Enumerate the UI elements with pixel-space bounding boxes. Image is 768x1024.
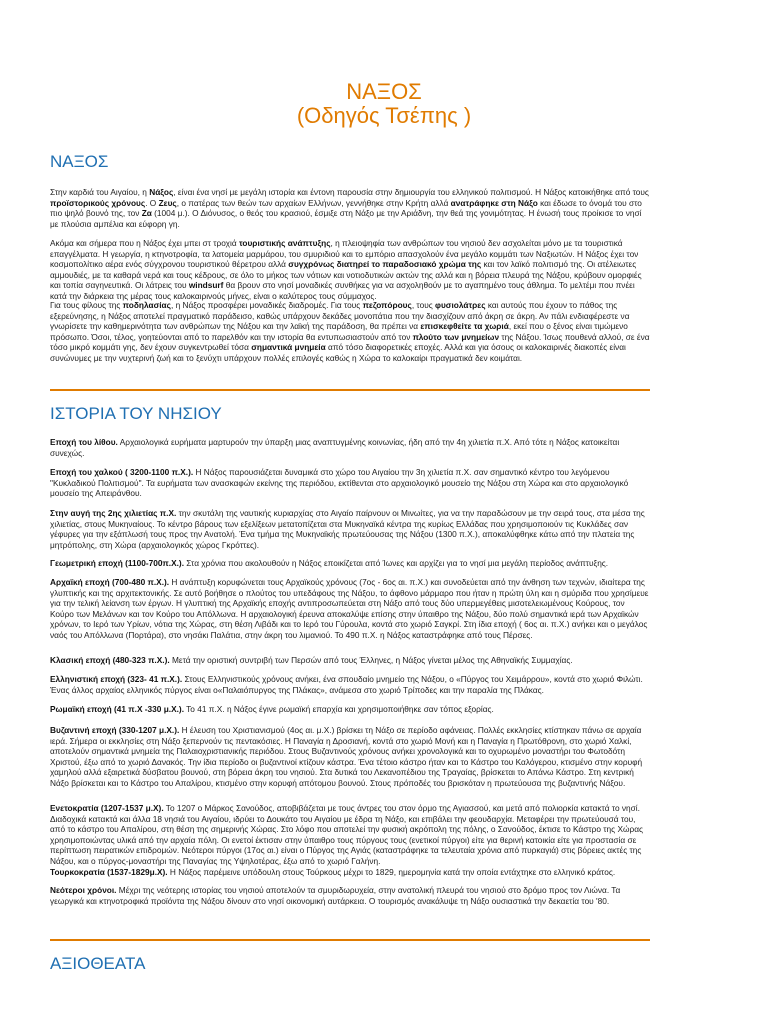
bold-phrase: Στην αυγή της 2ης χιλιετίας π.Χ. bbox=[50, 508, 177, 518]
history-paragraph-bronze-age bbox=[50, 467, 650, 499]
bold-phrase: Κλασική εποχή (480-323 π.Χ.). bbox=[50, 655, 170, 665]
bold-phrase: windsurf bbox=[188, 280, 224, 291]
text-run: Μετά την οριστική συντριβή των Περσών από τους Έλληνες, η Νάξος γίνεται μέλος της Αθηναϊκής Συμμαχίας. bbox=[169, 655, 573, 665]
section-heading-sights: ΑΞΙΟΘΕΑΤΑ bbox=[50, 954, 146, 973]
text-run: , η Νάξος προσφέρει μοναδικές διαδρομές. Για τους bbox=[170, 300, 363, 310]
text-run: της Νάξου. Ίσως πουθενά αλλού, σε ένα τόσο μικρό κομμάτι γης, δεν έχουν συγκεντρωθεί τόσα bbox=[50, 331, 650, 353]
text-run: , τους bbox=[411, 300, 436, 310]
intro-paragraph-2 bbox=[50, 238, 650, 302]
section-heading-history: ΙΣΤΟΡΙΑ ΤΟΥ ΝΗΣΙΟΥ bbox=[50, 404, 222, 423]
history-paragraph-modern bbox=[50, 885, 650, 906]
text-run: Η έλευση του Χριστιανισμού (4ος αι. μ.Χ.) βρίσκει τη Νάξο σε περίοδο αφάνειας. Πολλές εκκλησίες κτίστηκαν πάνω σε αρχαία ιερά. Σήμερα οι εκκλησίες στη Νάξο ξεπερνούν τις πεντακόσιες. Η Παναγία η Δροσιανή, κοντά στο χωριό Μονή και η Παναγία η Πρωτόθρονη, στο χωριό Χαλκί, αποτελούν σημαντικά μνημεία της Παλαιοχριστιανικής περιόδου. Στους Βυζαντινούς χρόνους ανήκει χρονολογικά και το οχυρωμένο μοναστήρι του Φωτοδότη Χριστού, έξω από το χωριό Δανακός. Την ίδια περίοδο οι βυζαντινοί κτίζουν κάστρα. Ένα τέτοιο κάστρο ήταν και το Κάστρο του Καλόγερου, κτισμένο στην κορυφή χαμηλού αλλά εξαιρετικά δύσβατου βουνού, στη βόρεια άκρη του νησιού. Στα δυτικά του Λεκανοπέδιου της Τραγαίας, βρίσκεται το Απάνω Κάστρο. Στη κεντρική Νάξο βρίσκεται και το Κάστρο του Απαλίρου, κτισμένο στην κορυφή απότομου βουνού. Στους πρόποδές του βρισκόταν η πρωτεύουσα της βυζαντινής Νάξου. bbox=[50, 725, 643, 788]
text-run: Στους Ελληνιστικούς χρόνους ανήκει, ένα σπουδαίο μνημείο της Νάξου, ο «Πύργος του Χειμάρρου», κοντά στο χωριό Φιλώτι. Ένας άλλος αρχαίος ελληνικός πύργος είναι ο«Παλαιόπυργος της Πλάκας», ανάμεσα στο χωριό Τρίποδες και την παραλία της Πλάκας. bbox=[50, 674, 643, 695]
history-paragraph-hellenistic bbox=[50, 674, 650, 695]
text-run: Η ανάπτυξη κορυφώνεται τους Αρχαϊκούς χρόνους (7ος - 6ος αι. π.Χ.) και συνοδεύεται από την άνθηση των τεχνών, ιδιαίτερα της γλυπτικής και της αρχιτεκτονικής. Σε αυτό βοήθησε ο πλούτος του υπεδάφους της Νάξου, το άφθονο μάρμαρο που ήταν η πρώτη ύλη και η σμύριδα που χρησίμευε για την τελική λείανση των έργων. Η γλυπτική της Αρχαϊκής εποχής αντιπροσωπεύεται στη Νάξο από τους δύο υπερμεγέθεις μισοτελειωμένους Κούρους, τον Κούρο των Μελάνων και τον Κούρο του Απόλλωνα. Η αρχαιολογική έρευνα αποκαλύψε επίσης στην ύπαιθρο της Νάξου, δύο πολύ σημαντικά ιερά των Αρχαϊκών χρόνων, το Ιερό των Υρίων, νότια της Χώρας, στη θέση Λιβάδι και το Ιερό του Γύρουλα, κοντά στο χωριό Σαγκρί. Στη ίδια εποχή ( 6ος αι. π.Χ.) ανήκει και ο μεγάλος ναός του Απόλλωνα (Πορτάρα), στο νησάκι Παλάτια, στην άκρη του λιμανιού. Το 490 π.Χ. η Νάξος καταστράφηκε από τους Πέρσες. bbox=[50, 577, 649, 640]
bold-phrase: πεζοπόρους bbox=[362, 300, 412, 310]
bold-phrase: ανατράφηκε στη Νάξο bbox=[450, 197, 538, 208]
bold-phrase: Νάξος bbox=[149, 187, 174, 197]
text-run: , ο πατέρας των θεών των αρχαίων Ελλήνων, γεννήθηκε στην Κρήτη αλλά bbox=[176, 197, 451, 208]
history-paragraph-classical bbox=[50, 655, 650, 666]
bold-phrase: Αρχαϊκή εποχή (700-480 π.Χ.). bbox=[50, 577, 170, 587]
text-run: και έδωσε το όνομά του στο πιο ψηλό βουνό της, τον bbox=[50, 197, 642, 219]
text-run: , η πλειοψηφία των ανθρώπων του νησιού δεν ασχολείται μόνο με τα τουριστικά επαγγέλματα. Η γεωργία, η κτηνοτροφία, τα λατομεία μαρμάρου, του σμυριδιού και το εμπόριο απασχολούν ένα μεγάλο κομμάτι των Ναξιωτών. Η Νάξος έχει τον κοσμοπολίτικο αέρα ενός σύγχρονου τουριστικού θέρετρου αλλά bbox=[50, 238, 639, 270]
history-paragraph-byzantine bbox=[50, 725, 650, 789]
document-title bbox=[0, 80, 768, 128]
section-divider-2 bbox=[50, 939, 650, 941]
text-run: , εκεί που ο ξένος είναι τιμώμενο πρόσωπο. Όσοι, τέλος, γοητεύονται από το παρελθόν και την ιστορία θα εντυπωσιαστούν από τον bbox=[50, 321, 628, 342]
bold-phrase: Γεωμετρική εποχή (1100-700π.Χ.). bbox=[50, 558, 184, 568]
bold-phrase: σημαντικά μνημεία bbox=[251, 342, 326, 353]
bold-phrase: Ελληνιστική εποχή (323- 41 π.Χ.). bbox=[50, 674, 183, 684]
text-run: Η Νάξος παρέμεινε υπόδουλη στους Τούρκους μέχρι το 1829, ημερομηνία κατά την οποία εντάχτηκε στο ελληνικό κράτος. bbox=[167, 867, 616, 877]
text-run: και αυτούς που έχουν το πάθος της εξερεύνησης, η Νάξος αποτελεί πραγματικό παράδεισο, καθώς υπάρχουν δεκάδες μονοπάτια που την διασχίζουν από άκρη σε άκρη. Αν πάλι ενδιαφέρεστε να γνωρίσετε την καθημερινότητα των ανθρώπων της Νάξου και την λαϊκή της παράδοση, θα πρέπει να bbox=[50, 300, 630, 332]
text-run: Το 41 π.Χ. η Νάξος έγινε ρωμαϊκή επαρχία και χρησιμοποιήθηκε σαν τόπος εξορίας. bbox=[184, 704, 494, 714]
bold-phrase: Τουρκοκρατία (1537-1829μ.Χ). bbox=[50, 867, 168, 877]
bold-phrase: Ζα bbox=[141, 208, 152, 219]
history-paragraph-archaic bbox=[50, 577, 650, 641]
history-paragraph-venetian bbox=[50, 803, 650, 867]
history-paragraph-second-millennium bbox=[50, 508, 650, 550]
bold-phrase: Ρωμαϊκή εποχή (41 π.Χ -330 μ.Χ.). bbox=[50, 704, 184, 714]
title-line-1: ΝΑΞΟΣ bbox=[346, 79, 422, 104]
bold-phrase: τουριστικής ανάπτυξης bbox=[238, 238, 331, 248]
bold-phrase: Ενετοκρατία (1207-1537 μ.Χ). bbox=[50, 803, 164, 813]
history-paragraph-geometric bbox=[50, 558, 650, 569]
bold-phrase: Νεότεροι χρόνοι. bbox=[50, 885, 117, 895]
bold-phrase: Ζευς bbox=[158, 197, 177, 208]
text-run: Για τους φίλους της bbox=[50, 300, 123, 310]
bold-phrase: προϊστορικούς χρόνους bbox=[50, 197, 146, 208]
intro-paragraph-3 bbox=[50, 300, 650, 364]
text-run: . Ο bbox=[145, 197, 159, 208]
text-run: Μέχρι της νεότερης ιστορίας του νησιού αποτελούν τα σμυριδωρυχεία, στην ανατολική πλευρά του νησιού στο δρόμο προς τον Λιώνα. Τα γεωργικά και κτηνοτροφικά προϊόντα της Νάξου δίνουν στο νησί οικονομική αυτάρκεια. Ο τουρισμός ανακάλυψε τη Νάξο ουσιαστικά την δεκαετία του '80. bbox=[50, 885, 621, 906]
bold-phrase: συγχρόνως διατηρεί το παραδοσιακό χρώμα της bbox=[288, 259, 482, 270]
text-run: Η Νάξος παρουσιάζεται δυναμικά στο χώρο του Αιγαίου την 3η χιλιετία π.Χ. σαν σημαντικό κέντρο του λεγόμενου "Κυκλαδικού Πολιτισμού". Τα ευρήματα των ανασκαφών εκείνης της περιόδου, εκτίθενται στο αρχαιολογικό μουσείο της Νάξου στη Χώρα και στο αρχαιολογικό μουσείο της Απειράνθου. bbox=[50, 467, 629, 499]
text-run: Στην καρδιά του Αιγαίου, η bbox=[50, 187, 150, 197]
text-run: Το 1207 ο Μάρκος Σανούδος, αποβιβάζεται με τους άντρες του στον όρμο της Αγιασσού, και μετά από πολιορκία κατακτά το νησί. Διαδοχικά κατακτά και άλλα 18 νησιά του Αιγαίου, ιδρύει το Δουκάτο του Αιγαίου με έδρα τη Νάξο, και επιβάλει την φεουδαρχία. Μεταφέρει την πρωτεύουσά του, από το κάστρο του Απαλίρου, στη θέση της σημερινής Χώρας. Στο λόφο που αποτελεί την φυσική ακρόπολη της πόλης, ο Σανούδος, έκτισε το Κάστρο της Χώρας χρησιμοποιώντας υλικά από την αρχαία πόλη. Οι ενετοί έκτισαν στην ύπαιθρο τους πύργους τους (ενετικοί πύργοι) είτε για θερινή κατοικία είτε για προστασία σε περίπτωση πειρατικών επιδρομών. Νεότεροι πύργοι (17ος αι.) είναι ο Πύργος της Αγιάς (καταστράφηκε τα τελευταία χρόνια από πυρκαγιά) στις βόρειες ακτές της Νάξου, και ο πύργος-μοναστήρι της Παναγίας της Υψηλοτέρας, έξω από το χωριό Γαλήνη. bbox=[50, 803, 643, 866]
section-heading-naxos: ΝΑΞΟΣ bbox=[50, 152, 109, 171]
history-paragraph-ottoman bbox=[50, 867, 650, 878]
text-run: από τόσο διαφορετικές εποχές. Αλλά και για όσους οι καλοκαιρινές διακοπές είναι συνώνυμες με την νυχτερινή ζωή και το ξενύχτι υπάρχουν πολλές επιλογές καθώς η Χώρα το καλοκαίρι πραγματικά δεν κοιμάται. bbox=[50, 342, 626, 363]
text-run: Ακόμα και σήμερα που η Νάξος έχει μπει στ τροχιά bbox=[50, 238, 239, 248]
bold-phrase: Εποχή του λίθου. bbox=[50, 437, 118, 447]
history-paragraph-stone-age bbox=[50, 437, 650, 458]
text-run: θα βρουν στο νησί μοναδικές συνθήκες για να ασχοληθούν με το αγαπημένο τους άθλημα. Το μελτέμι που πνέει κατά την διάρκεια της μέρας τους καλοκαιρινούς μήνες, είναι ο καλύτερος τους σύμμαχος. bbox=[50, 280, 635, 301]
text-run: και τον λαϊκό πολιτισμό της. Οι ατέλειωτες αμμουδιές, με τα καθαρά νερά και τους κέδρους, σε όλο το μήκος των νότιων και νοτιοδυτικών ακτών της αλλά και η βόρεια πλευρά της Νάξου, κρύβουν ομορφιές και τοπία σαγηνευτικά. Οι λάτρεις του bbox=[50, 259, 642, 291]
bold-phrase: επισκεφθείτε τα χωριά bbox=[420, 321, 509, 332]
text-run: (1004 μ.). Ο Διόνυσος, ο θεός του κρασιού, έσμιξε στη Νάξο με την Αριάδνη, την θεά της γονιμότητας. Η ένωσή τους προίκισε το νησί με πλούσια αμπέλια και εύφορη γη. bbox=[50, 208, 642, 229]
intro-paragraph-1 bbox=[50, 187, 650, 229]
history-paragraph-roman bbox=[50, 704, 650, 715]
bold-phrase: ποδηλασίας bbox=[122, 300, 171, 310]
bold-phrase: πλούτο των μνημείων bbox=[412, 331, 500, 342]
text-run: , είναι ένα νησί με μεγάλη ιστορία και έντονη παρουσία στην δημιουργία του ελληνικού πολιτισμού. Η Νάξος κατοικήθηκε από τους bbox=[173, 187, 649, 197]
bold-phrase: Βυζαντινή εποχή (330-1207 μ.Χ.). bbox=[50, 725, 180, 735]
bold-phrase: Εποχή του χαλκού ( 3200-1100 π.Χ.). bbox=[50, 467, 194, 477]
title-line-2: (Οδηγός Τσέπης ) bbox=[296, 103, 472, 128]
bold-phrase: φυσιολάτρες bbox=[435, 300, 486, 310]
section-divider-1 bbox=[50, 389, 650, 391]
text-run: Αρχαιολογικά ευρήματα μαρτυρούν την ύπαρξη μιας αναπτυγμένης κοινωνίας, ήδη από την 4η χιλιετία π.Χ. Από τότε η Νάξος κατοικείται συνεχώς. bbox=[50, 437, 620, 458]
text-run: Στα χρόνια που ακολουθούν η Νάξος εποικίζεται από Ίωνες και αρχίζει για το νησί μια μεγάλη περίοδος ανάπτυξης. bbox=[184, 558, 609, 568]
text-run: την σκυτάλη της ναυτικής κυριαρχίας στο Αιγαίο παίρνουν οι Μινωίτες, για να την παραδώσουν με την σειρά τους, στα μέσα της χιλιετίας, στους Μυκηναίους. Το κέντρο βάρους των εξελίξεων μετατοπίζεται στα Μυκηναϊκά κέντρα της κυρίως Ελλάδας που χρησιμοποιούν τις Κυκλάδες σαν γέφυρες για την εξάπλωσή τους προς την Ανατολή. Ένα τμήμα της Μυκηναϊκής πρωτεύουσας της Νάξου (1300 π.Χ.), αποκαλύφθηκε κάτω από την πλατεία της μητρόπολης, στη Χώρα (αρχαιολογικός χώρος Γκρόττες). bbox=[50, 508, 645, 550]
